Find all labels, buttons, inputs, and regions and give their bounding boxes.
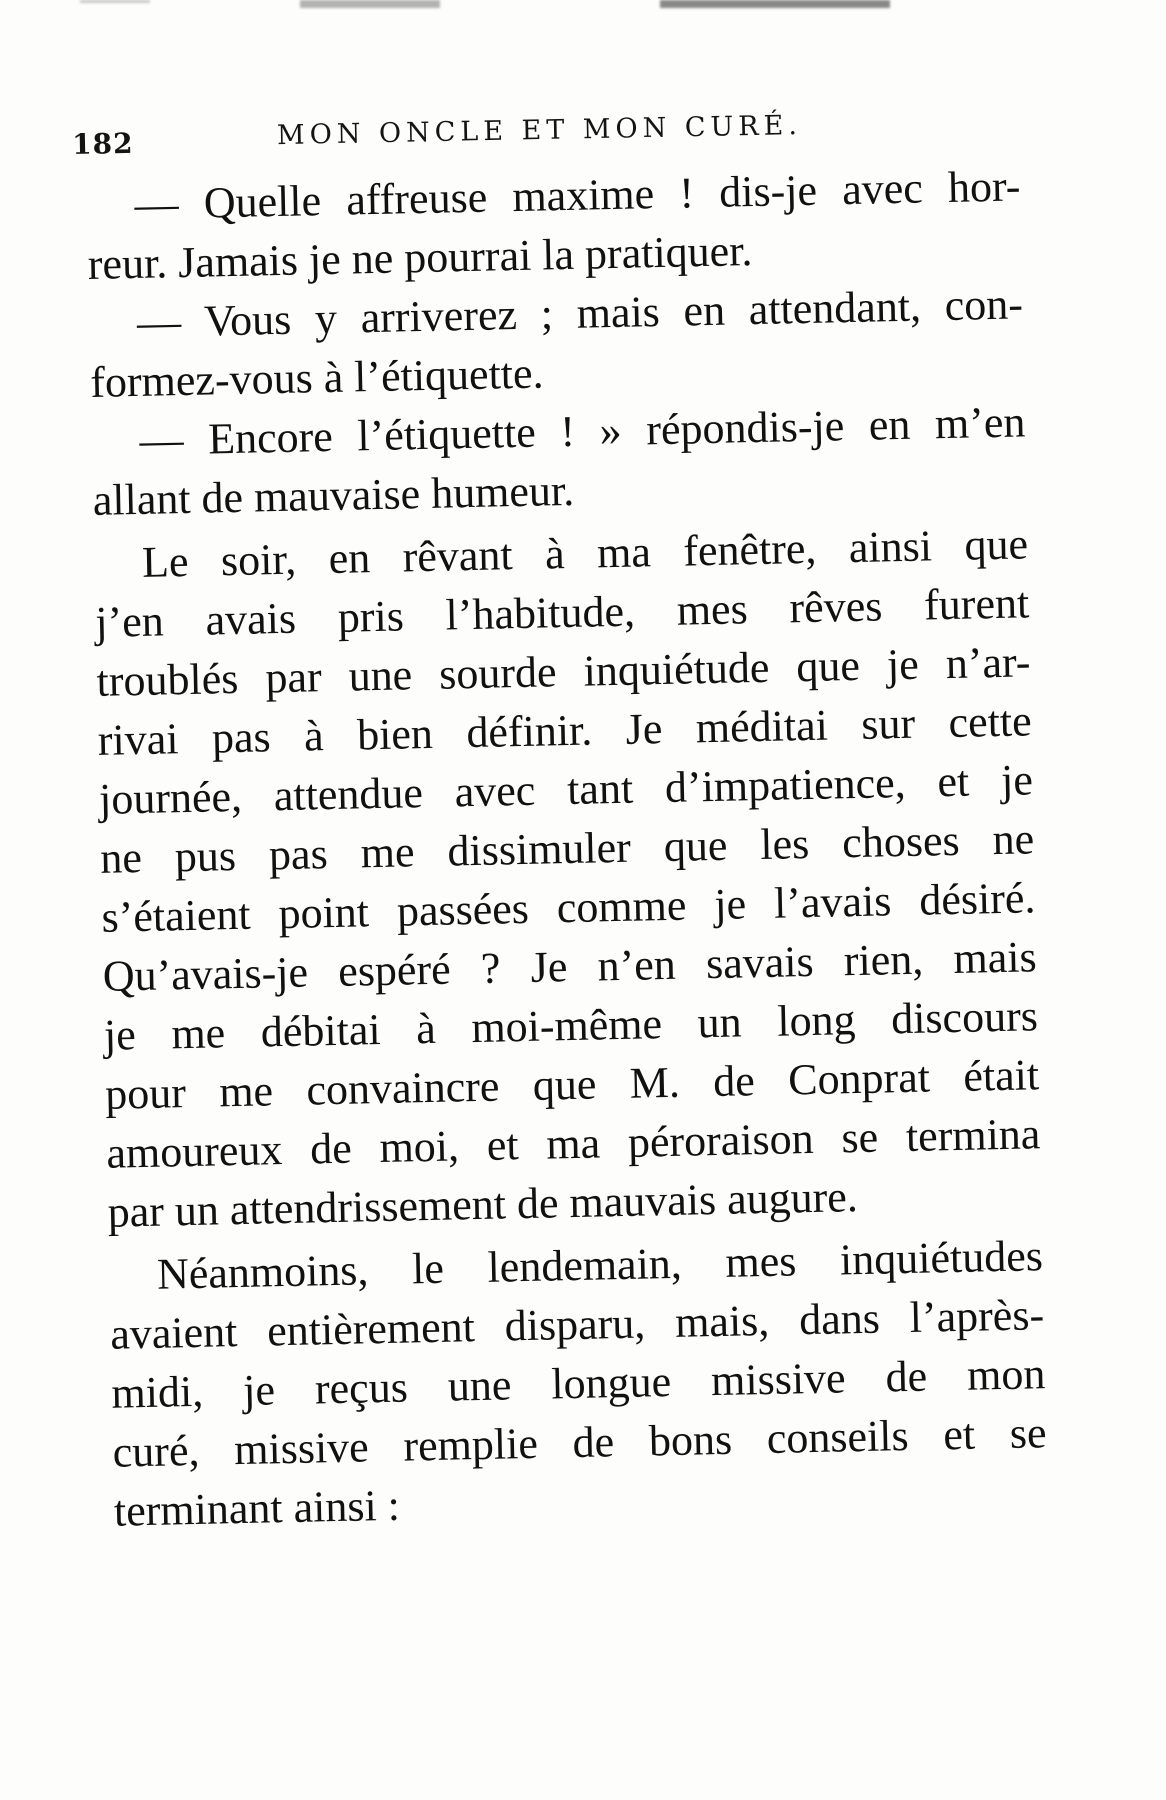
text-line: — Encore l’étiquette ! » répondis-je en m’en [139,397,1026,465]
page-body-text [86,156,1048,1540]
text-line: curé, missive remplie de bons conseils et se [112,1408,1048,1477]
text-line: Qu’avais-je espéré ? Je n’en savais rien, mais [102,932,1038,1001]
text-line: allant de mauvaise humeur. [92,465,575,525]
text-line: ne pus pas me dissimuler que les choses ne [99,814,1035,883]
text-line: Néanmoins, le lendemain, mes inquiétudes [156,1231,1044,1299]
text-line: terminant ainsi : [113,1480,401,1536]
text-line: reur. Jamais je ne pourrai la pratiquer. [87,226,753,289]
scan-artifact [300,0,440,8]
text-line: pour me convaincre que M. de Conprat était [104,1050,1040,1119]
text-line: je me débitai à moi-même un long discours [103,991,1039,1060]
text-line: — Vous y arriverez ; mais en attendant, con- [136,279,1024,347]
text-line: journée, attendue avec tant d’impatience, et je [98,755,1034,824]
text-line: rivai pas à bien définir. Je méditai sur cette [97,696,1033,765]
scan-artifact [660,0,890,8]
text-line: s’étaient point passées comme je l’avais désiré. [101,873,1036,942]
text-line: formez-vous à l’étiquette. [89,348,545,407]
scan-artifact [80,0,150,3]
text-line: par un attendrissement de mauvais augure. [107,1172,859,1237]
text-line: troublés par une sourde inquiétude que je n’ar- [96,637,1031,706]
running-title: MON ONCLE ET MON CURÉ. [276,109,803,152]
page-number: 182 [71,126,134,161]
text-line: midi, je reçus une longue missive de mon [110,1349,1046,1418]
text-line: j’en avais pris l’habitude, mes rêves furent [94,578,1030,647]
page-header [71,99,803,162]
text-line: — Quelle affreuse maxime ! dis-je avec hor- [134,161,1021,229]
text-line: Le soir, en rêvant à ma fenêtre, ainsi que [141,519,1029,587]
text-line: amoureux de moi, et ma péroraison se termina [105,1109,1041,1178]
text-line: avaient entièrement disparu, mais, dans l’après- [109,1290,1045,1359]
